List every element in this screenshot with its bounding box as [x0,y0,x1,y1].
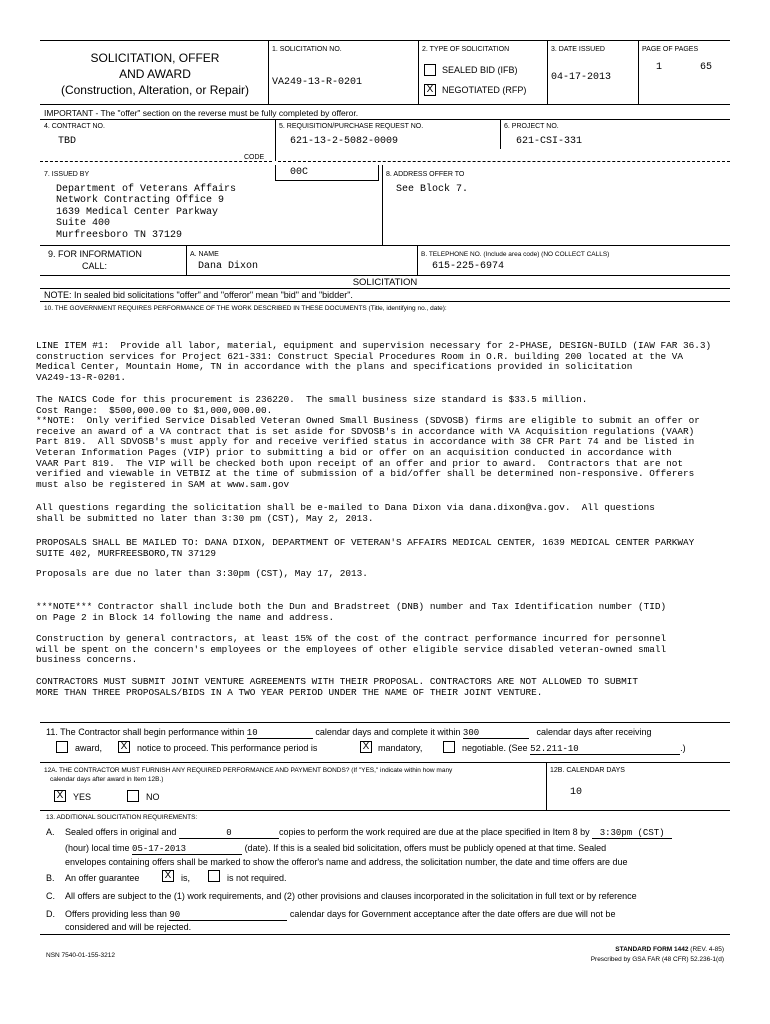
local-time-text: (hour) local time [65,843,130,853]
divider [638,40,639,104]
item-d-line1 [65,909,615,921]
item-d-letter: D. [46,909,55,919]
line-item-paragraph: LINE ITEM #1: Provide all labor, material, equipment and supervision necessary for 2-PHASE, DESIGN-BUILD (IAW FAR 36.3) construction services for Project 621-331: Construct Special Procedures Room in O.R. building 200 located at the VA Medical Center, Mountain Home, TN in accordance with the plans and specifications provided in solicitation VA249-13-R-0201. [36,340,712,383]
phone-label: B. TELEPHONE NO. (Include area code) (NO COLLECT CALLS) [421,251,610,258]
complete-within-text: calendar days and complete it within [315,727,461,737]
form-title [48,50,262,98]
divider [40,161,272,162]
address-line: Murfreesboro TN 37129 [56,229,183,241]
prescribed-by: Prescribed by GSA FAR (48 CFR) 52.236-1(d) [590,956,724,963]
issued-by-address [56,184,236,241]
form-id [560,946,724,953]
dnb-note-paragraph: ***NOTE*** Contractor shall include both the Dun and Bradstreet (DNB) number and Tax Identification number (TID) on Page 2 in Block 14 following the name and address. [36,601,667,623]
copies-value: 0 [179,828,279,839]
form-name: STANDARD FORM 1442 [615,946,689,953]
award-checkbox[interactable] [56,741,68,753]
divider [40,934,730,935]
bonds-no-label: NO [146,792,160,802]
offers-less-than-text: Offers providing less than [65,909,167,919]
project-no-value: 621-CSI-331 [516,136,583,147]
page-number: 1 [656,62,663,73]
proposals-mailed-paragraph: PROPOSALS SHALL BE MAILED TO: DANA DIXON, DEPARTMENT OF VETERAN'S AFFAIRS MEDICAL CENTER, 1639 MEDICAL CENTER PARKWAY SUITE 402, MURFREESBORO,TN 37129 [36,537,695,559]
negotiable-label: negotiable. (See [462,743,528,753]
info-call-label-2: CALL: [82,261,108,271]
begin-performance-text: 11. The Contractor shall begin performance within [46,727,245,737]
divider [40,722,730,723]
solicitation-heading: SOLICITATION [352,277,418,288]
bonds-label-2: calendar days after award in Item 12B.) [50,776,164,783]
title-line-1: SOLICITATION, OFFER [90,51,220,65]
acceptance-text: calendar days for Government acceptance after the date offers are due will not be [289,909,616,919]
contract-no-label: 4. CONTRACT NO. [44,123,105,130]
guarantee-is-checkbox[interactable]: X [162,870,174,882]
header-top-border [40,40,730,41]
bonds-yes-checkbox[interactable]: X [54,790,66,802]
name-label: A. NAME [190,251,219,258]
work-description-label: 10. THE GOVERNMENT REQUIRES PERFORMANCE OF THE WORK DESCRIBED IN THESE DOCUMENTS (Title, identifying no., date): [44,305,447,312]
divider [186,245,187,275]
important-notice: IMPORTANT - The "offer" section on the reverse must be fully completed by offeror. [44,108,359,118]
name-value: Dana Dixon [198,261,259,272]
issued-by-code: 00C [290,167,309,178]
item-a-line2 [65,843,606,855]
requisition-no-value: 621-13-2-5082-0009 [290,136,399,147]
rejected-text: considered and will be rejected. [65,922,192,932]
calendar-days-label: 12B. CALENDAR DAYS [550,767,625,774]
divider [546,762,547,810]
solicitation-no-label: 1. SOLICITATION NO. [272,46,342,53]
negotiable-checkbox[interactable] [443,741,455,753]
block11-line1 [46,727,652,739]
divider [547,40,548,104]
address-line: Suite 400 [56,218,111,230]
info-call-label: 9. FOR INFORMATION [48,249,142,259]
divider [40,810,730,811]
see-close: .) [680,743,686,753]
guarantee-isnot-label: is not required. [227,873,287,883]
due-time-value: 3:30pm (CST) [592,828,672,839]
due-date-value: 05-17-2013 [132,844,242,855]
bonds-label: 12A. THE CONTRACTOR MUST FURNISH ANY REQUIRED PERFORMANCE AND PAYMENT BONDS? (If "YES," indicate within how many [44,767,453,774]
address-line: 1639 Medical Center Parkway [56,206,219,218]
naics-paragraph: The NAICS Code for this procurement is 236220. The small business size standard is $33.5 million. Cost Range: $500,000.00 to $1,000,000.00. **NOTE: Only verified Service Disabled Veteran Owned Small Business (SDVOSB) firms are eligible to submit an offer or receive an award of a VA contract that is set aside for SDVOSB's in accordance with VA Acquisition regulations (VAAR) Part 819. All SDVOSB's must apply for and receive verified status in accordance with 38 CFR Part 74 and be listed in Veteran Information Pages (VIP) prior to submitting a bid or offer on an acquisition conducted in accordance with VAAR Part 819. The VIP will be checked both upon receipt of an offer and prior to award. Contractors that are not verified and viewable in VETBIZ at the time of submission of a bid/offer shall be determined non-responsive. Offerers must also be registered in SAM at www.sam.gov [36,394,700,490]
notice-to-proceed-checkbox[interactable]: X [118,741,130,753]
sealed-bid-opening-text: (date). If this is a sealed bid solicitation, offers must be publicly opened at that time. Sealed [244,843,607,853]
nsn-number: NSN 7540-01-155-3212 [46,952,116,959]
mandatory-label: mandatory, [378,743,423,753]
address-line: Department of Veterans Affairs [56,184,237,195]
item-c-letter: C. [46,891,55,901]
divider [382,165,383,245]
solicitation-type-label: 2. TYPE OF SOLICITATION [422,46,510,53]
sealed-bid-checkbox[interactable] [424,64,436,76]
divider [40,288,730,289]
address-offer-value: See Block 7. [396,184,469,195]
divider [40,275,730,276]
item-a-letter: A. [46,827,55,837]
date-issued-value: 04-17-2013 [551,72,612,83]
requisition-no-label: 5. REQUISITION/PURCHASE REQUEST NO. [279,123,424,130]
phone-value: 615-225-6974 [432,261,505,272]
code-label: CODE [244,154,265,161]
divider [418,40,419,104]
copies-text: copies to perform the work required are due at the place specified in Item 8 by [278,827,590,837]
bonds-yes-label: YES [73,792,92,802]
divider [278,161,730,162]
calendar-days-value: 10 [570,787,583,798]
date-issued-label: 3. DATE ISSUED [551,46,605,53]
offers-subject-text: All offers are subject to the (1) work requirements, and (2) other provisions and clauses incorporated in the solicitation in full text or by reference [65,891,637,901]
mandatory-checkbox[interactable]: X [360,741,372,753]
complete-days-value: 300 [463,728,529,739]
title-line-3: (Construction, Alteration, or Repair) [60,83,250,97]
issued-by-label: 7. ISSUED BY [44,171,90,178]
guarantee-isnot-checkbox[interactable] [208,870,220,882]
sealed-bid-note: NOTE: In sealed bid solicitations "offer" and "offeror" mean "bid" and "bidder". [44,290,353,300]
divider [275,119,276,161]
title-line-2: AND AWARD [119,67,191,81]
page-of-pages-label: PAGE OF PAGES [642,46,699,53]
form-revision: (REV. 4-85) [690,946,724,953]
contract-no-value: TBD [58,136,77,147]
address-line: Network Contracting Office 9 [56,195,225,207]
proposals-due-paragraph: Proposals are due no later than 3:30pm (CST), May 17, 2013. [36,568,368,579]
construction-paragraph: Construction by general contractors, at least 15% of the cost of the contract performance incurred for personnel will be spent on the concern's employees or the employees of other eligible service disabled veteran-owned small business concerns. [36,633,667,666]
envelopes-text: envelopes containing offers shall be marked to show the offeror's name and address, the solicitation number, the date and time offers are due [65,857,628,867]
divider [268,40,269,104]
begin-days-value: 10 [247,728,313,739]
award-label: award, [75,743,103,753]
sealed-bid-label: SEALED BID (IFB) [442,65,518,75]
divider [417,245,418,275]
project-no-label: 6. PROJECT NO. [504,123,559,130]
negotiated-checkbox[interactable]: X [424,84,436,96]
address-offer-label: 8. ADDRESS OFFER TO [386,171,465,178]
additional-requirements-label: 13. ADDITIONAL SOLICITATION REQUIREMENTS: [46,814,198,821]
page-total: 65 [700,62,713,73]
divider [40,119,730,120]
bonds-no-checkbox[interactable] [127,790,139,802]
after-receiving-text: calendar days after receiving [536,727,652,737]
divider [40,104,730,105]
divider [40,245,730,246]
item-b-letter: B. [46,873,55,883]
joint-venture-paragraph: CONTRACTORS MUST SUBMIT JOINT VENTURE AGREEMENTS WITH THEIR PROPOSAL. CONTRACTORS ARE NOT ALLOWED TO SUBMIT MORE THAN THREE PROPOSALS/BIDS IN A TWO YEAR PERIOD UNDER THE NAME OF THEIR JOINT VENTURE. [36,676,638,698]
negotiated-label: NEGOTIATED (RFP) [442,85,527,95]
acceptance-days-value: 90 [169,910,287,921]
notice-to-proceed-label: notice to proceed. This performance period is [137,743,318,753]
negotiable-see-line [462,743,686,755]
offer-guarantee-text: An offer guarantee [65,873,140,883]
item-a-line1 [65,827,672,839]
divider [500,119,501,149]
sealed-offers-text: Sealed offers in original and [65,827,177,837]
divider [40,301,730,302]
see-clause-value: 52.211-10 [530,744,680,755]
solicitation-no-value: VA249-13-R-0201 [272,77,363,88]
guarantee-is-label: is, [181,873,190,883]
questions-paragraph: All questions regarding the solicitation shall be e-mailed to Dana Dixon via dana.dixon@va.gov. All questions shall be submitted no later than 3:30 pm (CST), May 2, 2013. [36,502,655,524]
divider [40,762,730,763]
